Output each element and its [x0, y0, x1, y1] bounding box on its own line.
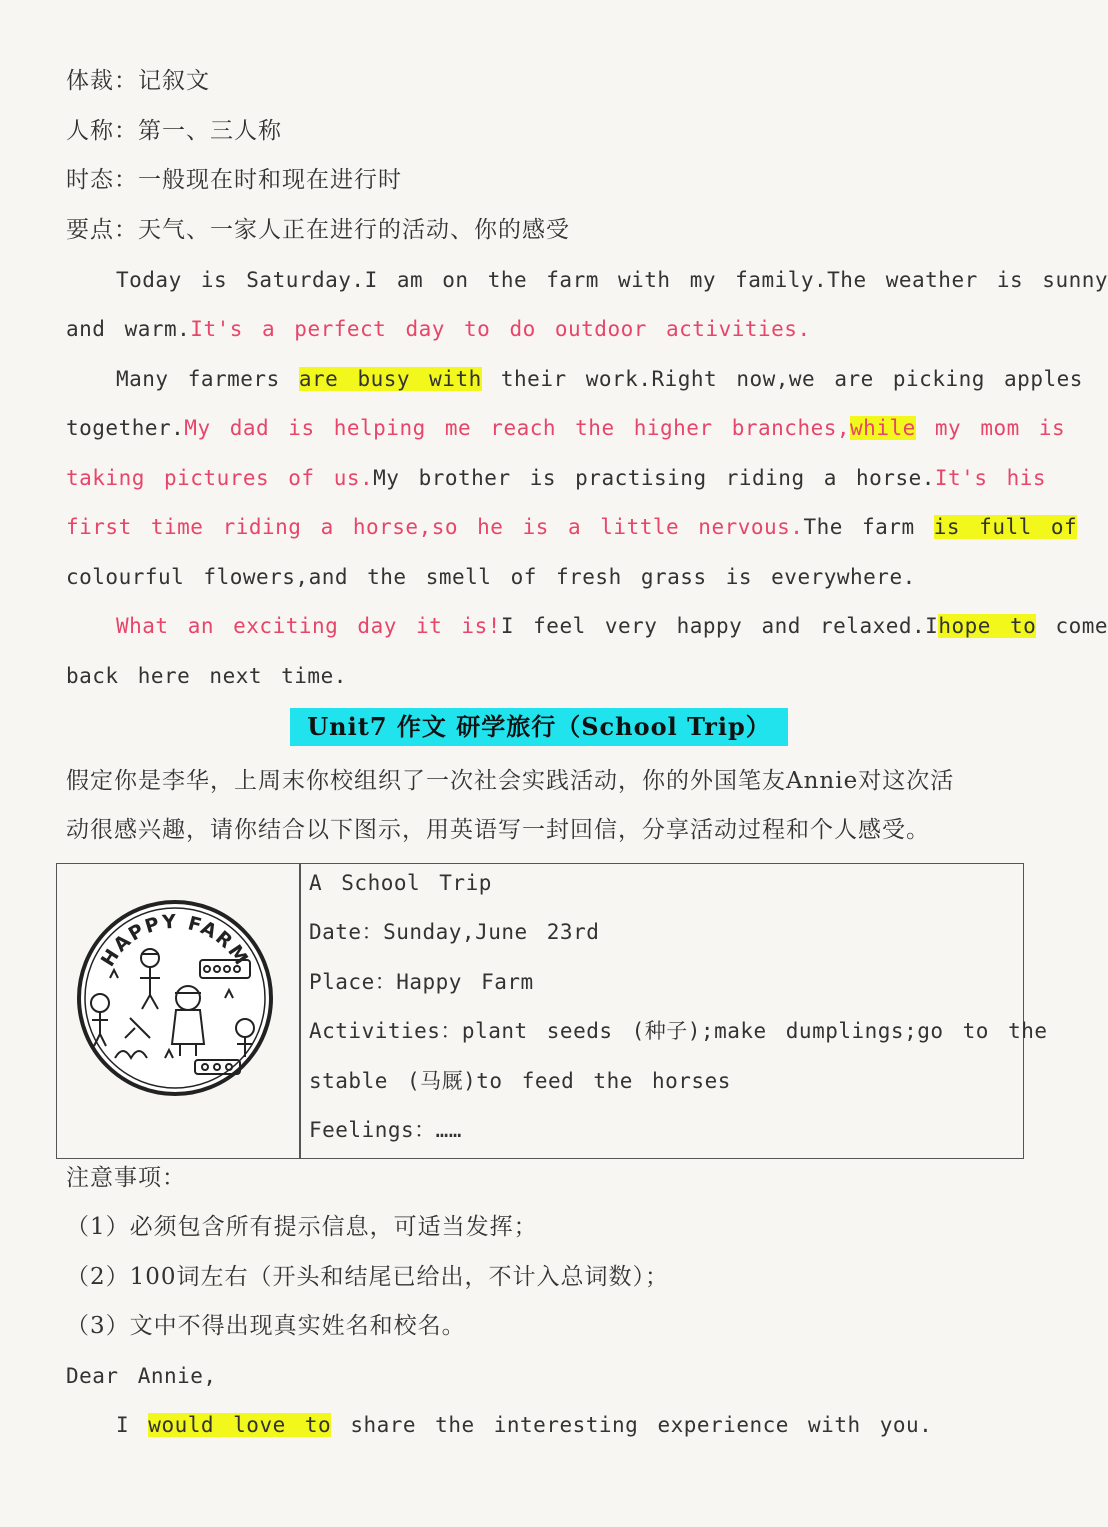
- note-2: （2）100词左右（开头和结尾已给出，不计入总词数）；: [66, 1264, 670, 1290]
- note-3: （3）文中不得出现真实姓名和校名。: [66, 1313, 466, 1339]
- trip-activities-1: Activities：plant seeds (种子);make dumplings;go to the: [309, 1019, 1048, 1043]
- essay-text: I feel very happy and relaxed.I: [500, 614, 939, 638]
- essay-red-text: first time riding a horse,so he is a little nervous.: [66, 515, 804, 539]
- trip-feelings: Feelings：……: [309, 1118, 462, 1142]
- notes-heading: 注意事项：: [66, 1165, 186, 1191]
- trip-date: Date：Sunday,June 23rd: [309, 920, 600, 944]
- note-1: （1）必须包含所有提示信息，可适当发挥；: [66, 1214, 538, 1240]
- essay-line-3: [116, 364, 1083, 394]
- essay-text: Many farmers: [116, 367, 299, 391]
- essay-line-5: [66, 463, 1046, 493]
- essay-line-6: [66, 512, 1077, 542]
- essay-text: and warm.: [66, 317, 191, 341]
- info-table: [56, 863, 1048, 1159]
- highlight-phrase: while: [850, 416, 916, 440]
- trip-title: A School Trip: [309, 871, 492, 895]
- essay-red-text: My dad is helping me reach the higher branches,: [184, 416, 851, 440]
- essay-text: The farm: [803, 515, 934, 539]
- trip-activities-2: stable (马厩)to feed the horses: [309, 1069, 731, 1093]
- essay-red-text: It's a perfect day to do outdoor activities.: [190, 317, 811, 341]
- badge-text: HAPPY FARM: [96, 910, 254, 971]
- essay-line-8: [116, 611, 1108, 641]
- essay-line-1: Today is Saturday.I am on the farm with my family.The weather is sunny: [116, 268, 1108, 292]
- essay-line-7: colourful flowers,and the smell of fresh grass is everywhere.: [66, 565, 916, 589]
- highlight-phrase: is full of: [933, 515, 1078, 539]
- essay-red-text: taking pictures of us.: [66, 466, 374, 490]
- essay-line-9: back here next time.: [66, 664, 347, 688]
- happy-farm-badge: [75, 898, 275, 1098]
- essay-text: My brother is practising riding a horse.: [373, 466, 935, 490]
- essay-red-text: It's his: [934, 466, 1047, 490]
- essay-text: together.: [66, 416, 185, 440]
- highlight-phrase: are busy with: [298, 367, 482, 391]
- highlight-phrase: would love to: [148, 1413, 332, 1437]
- highlight-phrase: hope to: [938, 614, 1037, 638]
- letter-text: share the interesting experience with you.: [331, 1413, 933, 1437]
- points-line: 要点：天气、一家人正在进行的活动、你的感受: [66, 217, 570, 243]
- letter-first-line: [116, 1410, 932, 1440]
- essay-red-text: my mom is: [915, 416, 1066, 440]
- prompt-line-1: 假定你是李华，上周末你校组织了一次社会实践活动，你的外国笔友Annie对这次活: [66, 768, 955, 794]
- essay-text: come: [1036, 614, 1108, 638]
- tense-line: 时态：一般现在时和现在进行时: [66, 167, 402, 193]
- essay-text: their work.Right now,we are picking apples: [481, 367, 1083, 391]
- table-divider: [299, 864, 301, 1158]
- essay-red-text: What an exciting day it is!: [116, 614, 501, 638]
- genre-line: 体裁：记叙文: [66, 68, 210, 94]
- trip-place: Place：Happy Farm: [309, 970, 534, 994]
- essay-line-2: [66, 314, 811, 344]
- essay-line-4: [66, 413, 1065, 443]
- letter-greeting: Dear Annie,: [66, 1364, 217, 1388]
- person-line: 人称：第一、三人称: [66, 118, 282, 144]
- letter-text: I: [116, 1413, 149, 1437]
- prompt-line-2: 动很感兴趣，请你结合以下图示，用英语写一封回信，分享活动过程和个人感受。: [66, 817, 930, 843]
- unit-title: Unit7 作文 研学旅行（School Trip）: [290, 708, 788, 746]
